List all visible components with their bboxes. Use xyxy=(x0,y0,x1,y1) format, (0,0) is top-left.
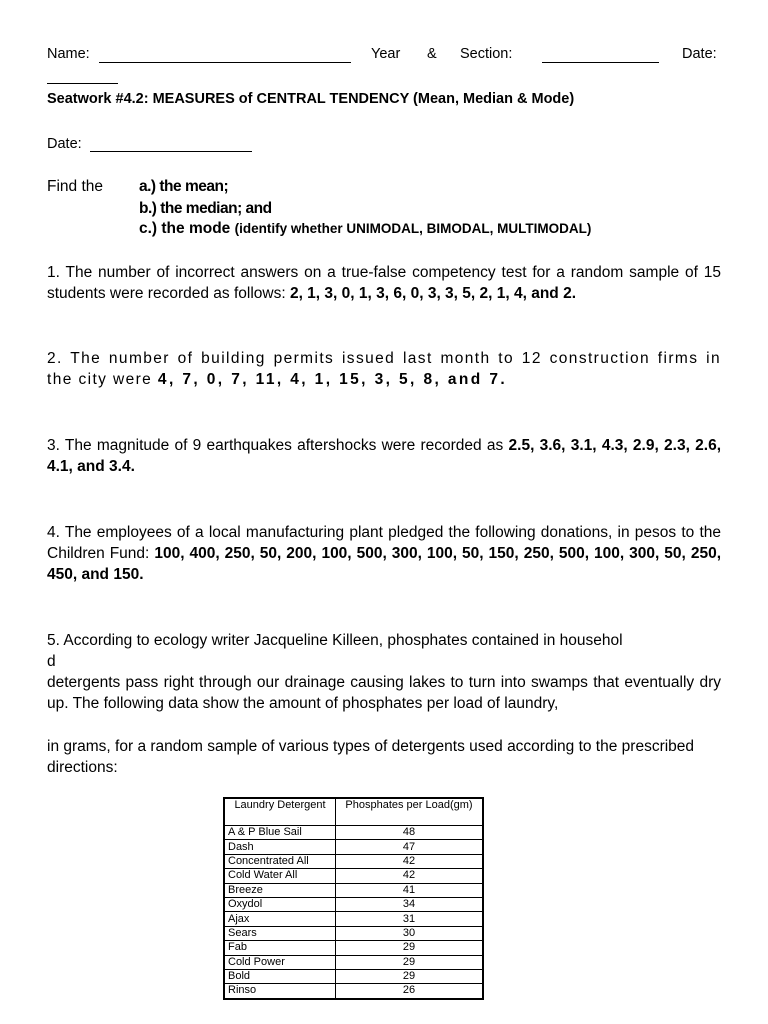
phosphate-value-cell: 31 xyxy=(336,912,484,926)
detergent-name-cell: Rinso xyxy=(224,984,336,999)
detergent-name-cell: Oxydol xyxy=(224,897,336,911)
question-5-line1: 5. According to ecology writer Jacqueline Killeen, phosphates contained in househol xyxy=(47,632,623,649)
phosphate-value-cell: 29 xyxy=(336,941,484,955)
phosphate-value-cell: 29 xyxy=(336,969,484,983)
col-header-phosphates: Phosphates per Load(gm) xyxy=(336,798,484,826)
table-row xyxy=(224,926,483,940)
detergent-name-cell: Dash xyxy=(224,840,336,854)
phosphate-value-cell: 41 xyxy=(336,883,484,897)
detergent-name-cell: Cold Power xyxy=(224,955,336,969)
q1-data: 2, 1, 3, 0, 1, 3, 6, 0, 3, 3, 5, 2, 1, 4, and 2. xyxy=(289,285,577,302)
table-row xyxy=(224,941,483,955)
table-row xyxy=(224,869,483,883)
question-1 xyxy=(47,262,721,304)
detergent-table xyxy=(223,797,484,1000)
table-row xyxy=(224,955,483,969)
section-blank[interactable] xyxy=(542,50,659,63)
q1-text: 1. The number of incorrect answers on a true-false competency test for a random sample of 15 students were recorded as follows: xyxy=(47,264,721,302)
table-row xyxy=(224,883,483,897)
table-body xyxy=(224,826,483,999)
date-blank[interactable] xyxy=(47,71,118,84)
table-row xyxy=(224,984,483,999)
phosphate-value-cell: 42 xyxy=(336,869,484,883)
detergent-name-cell: Concentrated All xyxy=(224,854,336,868)
section-label: Section: xyxy=(460,46,513,62)
date2-label: Date: xyxy=(47,136,82,152)
table-row xyxy=(224,897,483,911)
question-2 xyxy=(47,348,721,390)
year-label: Year xyxy=(371,46,401,62)
table-row xyxy=(224,912,483,926)
find-mean: a.) the mean; xyxy=(139,178,229,195)
question-5-line2: d xyxy=(47,653,56,670)
name-blank[interactable] xyxy=(99,50,351,63)
find-mode-main: c.) the mode xyxy=(139,220,231,237)
detergent-name-cell: Sears xyxy=(224,926,336,940)
phosphate-value-cell: 34 xyxy=(336,897,484,911)
q2-data: 4, 7, 0, 7, 11, 4, 1, 15, 3, 5, 8, and 7. xyxy=(157,371,508,388)
name-label: Name: xyxy=(47,46,90,62)
q3-data: 2.5, 3.6, 3.1, 4.3, 2.9, 2.3, 2.6, 4.1, and 3.4. xyxy=(47,437,721,475)
table-row xyxy=(224,826,483,840)
q4-text: 4. The employees of a local manufacturing plant pledged the following donations, in pesos to the Children Fund: xyxy=(47,524,721,562)
detergent-name-cell: Breeze xyxy=(224,883,336,897)
table-row xyxy=(224,840,483,854)
find-median: b.) the median; and xyxy=(139,200,272,217)
detergent-name-cell: Cold Water All xyxy=(224,869,336,883)
date2-blank[interactable] xyxy=(90,139,252,152)
detergent-name-cell: Fab xyxy=(224,941,336,955)
phosphate-value-cell: 30 xyxy=(336,926,484,940)
question-3 xyxy=(47,435,721,477)
table-row xyxy=(224,969,483,983)
phosphate-value-cell: 47 xyxy=(336,840,484,854)
find-mode xyxy=(139,220,591,238)
table-header-row xyxy=(224,798,483,826)
q4-data: 100, 400, 250, 50, 200, 100, 500, 300, 100, 50, 150, 250, 500, 100, 300, 50, 250, 450, and 150. xyxy=(47,545,721,583)
table-row xyxy=(224,854,483,868)
date-label: Date: xyxy=(682,46,717,62)
detergent-name-cell: Bold xyxy=(224,969,336,983)
detergent-name-cell: A & P Blue Sail xyxy=(224,826,336,840)
find-lead: Find the xyxy=(47,178,104,195)
phosphate-value-cell: 42 xyxy=(336,854,484,868)
question-5-body: detergents pass right through our drainage causing lakes to turn into swamps that eventually dry up. The following data show the amount of phosphates per load of laundry, xyxy=(47,674,721,712)
find-mode-note: (identify whether UNIMODAL, BIMODAL, MULTIMODAL) xyxy=(234,221,592,236)
phosphate-value-cell: 26 xyxy=(336,984,484,999)
ampersand: & xyxy=(427,46,437,62)
q2-text: 2. The number of building permits issued last month to 12 construction firms in the city were xyxy=(47,350,721,388)
q3-text: 3. The magnitude of 9 earthquakes aftershocks were recorded as xyxy=(47,437,509,454)
page-title: Seatwork #4.2: MEASURES of CENTRAL TENDENCY (Mean, Median & Mode) xyxy=(47,91,575,107)
phosphate-value-cell: 48 xyxy=(336,826,484,840)
detergent-name-cell: Ajax xyxy=(224,912,336,926)
col-header-detergent: Laundry Detergent xyxy=(224,798,336,826)
question-5-tail: in grams, for a random sample of various types of detergents used according to the prescribed directions: xyxy=(47,738,695,776)
question-4 xyxy=(47,522,721,585)
phosphate-value-cell: 29 xyxy=(336,955,484,969)
